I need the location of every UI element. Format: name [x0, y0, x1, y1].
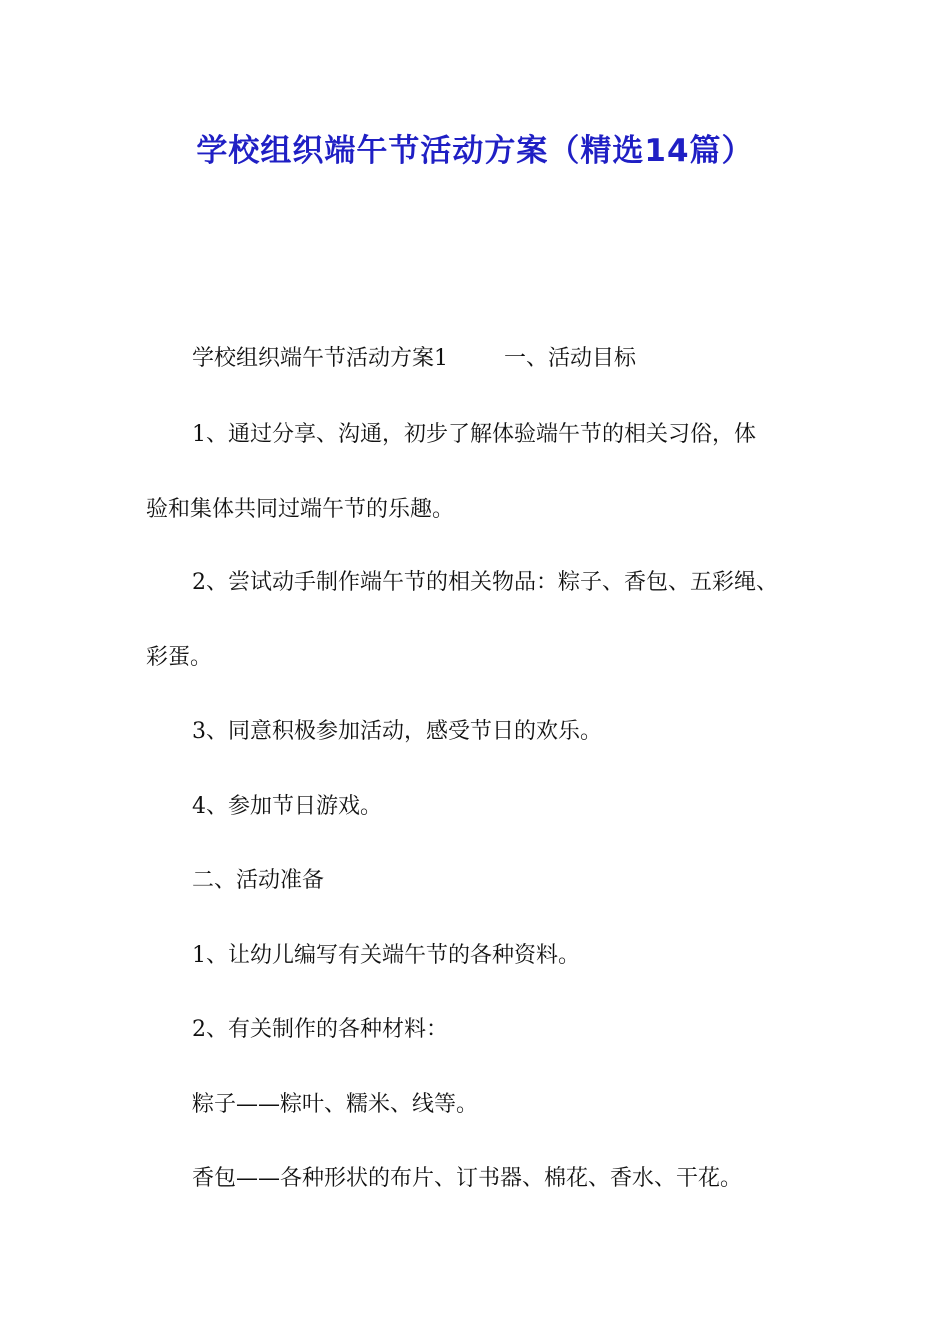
document-title: 学校组织端午节活动方案（精选14篇） — [196, 133, 754, 169]
paragraph-line: 1、通过分享、沟通，初步了解体验端午节的相关习俗，体 — [192, 422, 756, 447]
paragraph-line: 2、尝试动手制作端午节的相关物品：粽子、香包、五彩绳、 — [192, 570, 778, 595]
section-heading — [192, 342, 636, 376]
paragraph-line: 2、有关制作的各种材料： — [192, 1017, 448, 1042]
paragraph-line: 1、让幼儿编写有关端午节的各种资料。 — [192, 943, 580, 968]
paragraph-line: 彩蛋。 — [146, 645, 213, 670]
subsection-heading: 一、活动目标 — [504, 346, 637, 371]
paragraph-line: 香包——各种形状的布片、订书器、棉花、香水、干花。 — [192, 1166, 743, 1191]
paragraph-line: 3、同意积极参加活动，感受节日的欢乐。 — [192, 719, 602, 744]
paragraph-line: 验和集体共同过端午节的乐趣。 — [146, 497, 455, 522]
plan-heading: 学校组织端午节活动方案1 — [192, 346, 448, 371]
section-heading: 二、活动准备 — [192, 868, 325, 893]
paragraph-line: 4、参加节日游戏。 — [192, 794, 382, 819]
paragraph-line: 粽子——粽叶、糯米、线等。 — [192, 1092, 479, 1117]
